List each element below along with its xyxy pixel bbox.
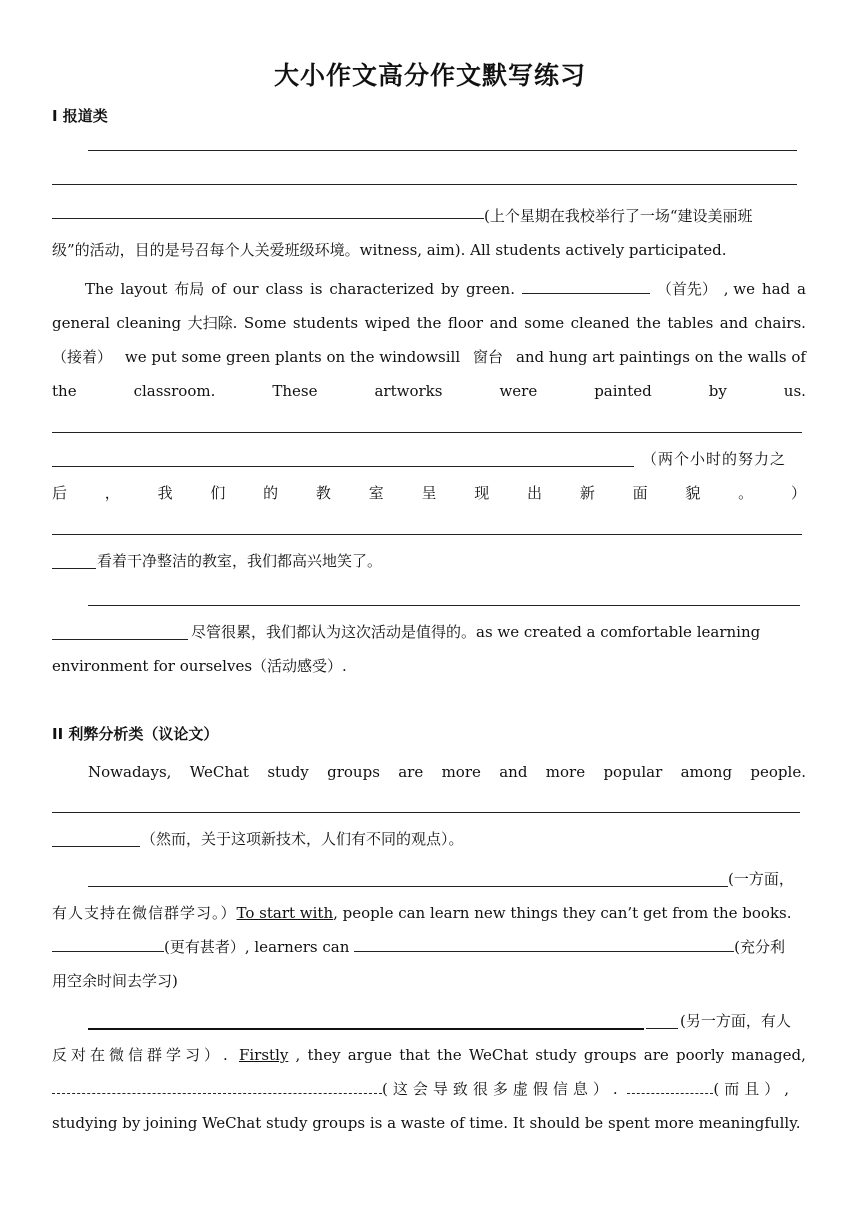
blank-line bbox=[52, 218, 484, 219]
paragraph-line: (更有甚者）, learners can (充分利 bbox=[52, 937, 806, 957]
fill-blank bbox=[354, 937, 734, 952]
section-heading-pros-cons: II 利弊分析类（议论文） bbox=[52, 725, 219, 743]
blank-line bbox=[52, 184, 797, 185]
blank-line bbox=[88, 150, 797, 151]
paragraph-line: 看着干净整洁的教室，我们都高兴地笑了。 bbox=[97, 552, 383, 570]
paragraph-line: the classroom. These artworks were painted by us. bbox=[52, 382, 806, 400]
hint-text: （然而，关于这项新技术，人们有不同的观点）。 bbox=[141, 830, 464, 848]
paragraph-line: The layout 布局 of our class is characterized by green. （首先） , we had a bbox=[85, 280, 806, 298]
paragraph-line: （接着） we put some green plants on the windowsill 窗台 and hung art paintings on the walls of bbox=[52, 348, 806, 366]
hint-text: （两个小时的努力之 bbox=[642, 450, 787, 468]
section-heading-report: I 报道类 bbox=[52, 107, 108, 125]
fill-blank bbox=[52, 937, 164, 952]
paragraph-line: 有人支持在微信群学习。）To start with, people can learn new things they can’t get from the books. bbox=[52, 904, 792, 922]
paragraph-line: general cleaning 大扫除. Some students wiped the floor and some cleaned the tables and chairs. bbox=[52, 314, 806, 332]
paragraph-line: 级”的活动，目的是号召每个人关爱班级环境。witness, aim). All students actively participated. bbox=[52, 241, 727, 259]
blank-line bbox=[52, 812, 800, 813]
blank-line bbox=[52, 534, 802, 535]
blank-line bbox=[646, 1028, 678, 1029]
hint-text: (另一方面，有人 bbox=[680, 1012, 791, 1030]
paragraph-line: 后 ， 我 们 的 教 室 呈 现 出 新 面 貌 。 ） bbox=[52, 484, 806, 502]
hint-text: (上个星期在我校举行了一场“建设美丽班 bbox=[484, 207, 753, 225]
fill-blank bbox=[627, 1079, 713, 1094]
paragraph-line: environment for ourselves（活动感受）. bbox=[52, 657, 347, 675]
paragraph-line: 用空余时间去学习) bbox=[52, 972, 178, 990]
blank-line bbox=[52, 639, 188, 640]
page-title: 大小作文高分作文默写练习 bbox=[273, 61, 586, 90]
blank-line bbox=[52, 432, 802, 433]
blank-line bbox=[88, 886, 728, 887]
fill-blank bbox=[52, 1079, 382, 1094]
paragraph-line: (这会导致很多虚假信息）. (而且）, bbox=[52, 1079, 806, 1099]
paragraph-line: 反对在微信群学习）. Firstly , they argue that the WeChat study groups are poorly managed, bbox=[52, 1046, 806, 1064]
paragraph-line: 尽管很累，我们都认为这次活动是值得的。as we created a comfortable learning bbox=[191, 623, 761, 641]
blank-line bbox=[52, 466, 634, 467]
blank-line bbox=[52, 846, 140, 847]
blank-line bbox=[52, 568, 96, 569]
fill-blank bbox=[522, 279, 650, 294]
blank-line bbox=[88, 1028, 644, 1030]
paragraph-line: studying by joining WeChat study groups is a waste of time. It should be spent more meaningfully. bbox=[52, 1114, 801, 1132]
blank-line bbox=[88, 605, 800, 606]
paragraph-line: Nowadays, WeChat study groups are more and more popular among people. bbox=[88, 763, 806, 781]
hint-text: (一方面， bbox=[728, 870, 794, 888]
